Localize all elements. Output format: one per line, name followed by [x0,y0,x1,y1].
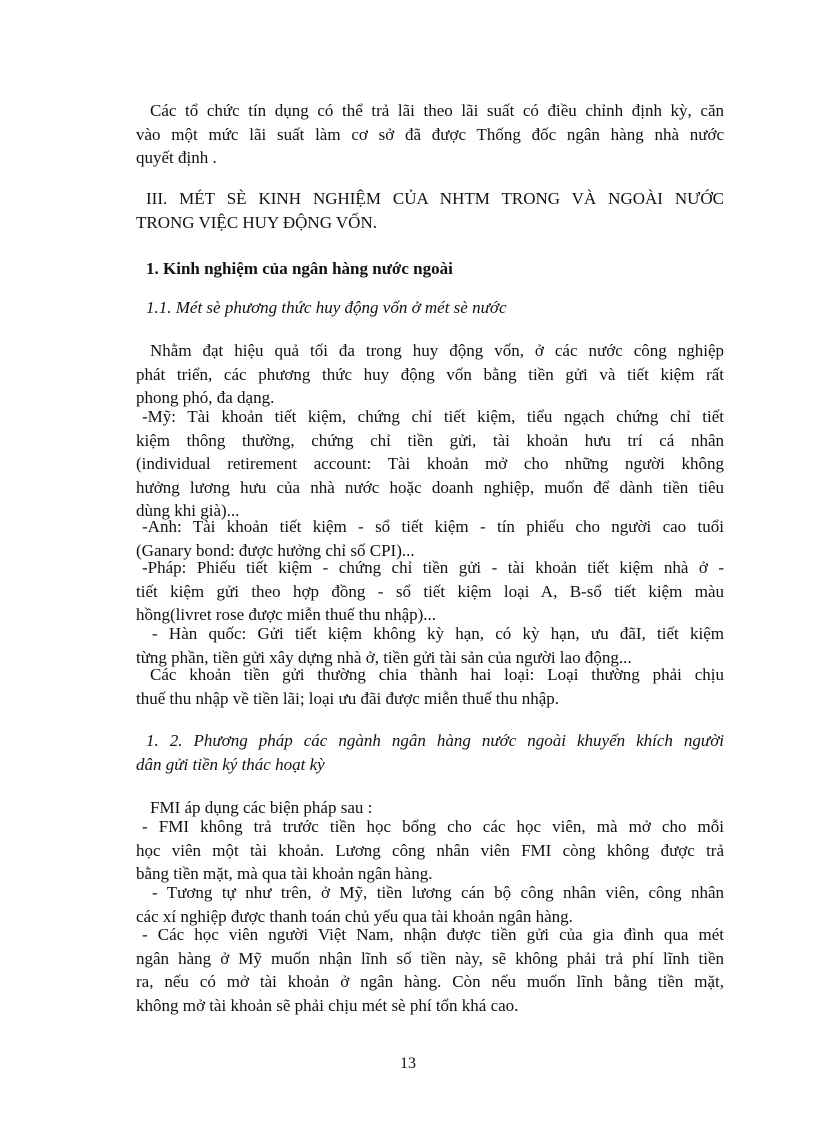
fmi-3-line-2: ngân hàng ở Mỹ muốn nhận lĩnh số tiền này, sẽ không phải trả phí lĩnh tiền [136,948,724,968]
intro-line-2: vào một mức lãi suất làm cơ sở đã được Thống đốc ngân hàng nhà nước [136,124,724,144]
han-quoc-line-2: từng phần, tiền gửi xây dựng nhà ở, tiền gửi tài sản của người lao động... [136,647,632,667]
anh-line-2: (Ganary bond: được hưởng chỉ số CPI)... [136,540,415,560]
phap-line-1: -Pháp: Phiếu tiết kiệm - chứng chỉ tiền gửi - tài khoản tiết kiệm nhà ở - [142,558,724,577]
fmi-2-line-2: các xí nghiệp được thanh toán chủ yếu qua tài khoản ngân hàng. [136,906,573,926]
fmi-1-line-1: - FMI không trả trước tiền học bổng cho các học viên, mà mở cho mỗi [142,817,724,836]
my-line-4: hưởng lương hưu của nhà nước hoặc doanh nghiệp, muốn để dành tiền tiêu [136,477,724,497]
paragraph-fmi-3 [136,923,724,1017]
fmi-3-line-1: - Các học viên người Việt Nam, nhận được tiền gửi của gia đình qua mét [142,925,724,944]
section-heading-line-1: III. MÉT SÈ KINH NGHIỆM CỦA NHTM TRONG VÀ NGOÀI NƯỚC [146,189,724,208]
deposit-types-line-1: Các khoản tiền gửi thường chia thành hai loại: Loại thường phải chịu [150,665,724,684]
paragraph-han-quoc [136,622,724,669]
deposit-types-line-2: thuế thu nhập về tiền lãi; loại ưu đãi được miễn thuế thu nhập. [136,688,560,708]
page-number: 13 [400,1055,416,1072]
anh-line-1: -Anh: Tài khoản tiết kiệm - sổ tiết kiệm - tín phiếu cho người cao tuổi [142,517,724,536]
subheading-1-1 [146,296,734,320]
overview-line-3: phong phó, đa dạng. [136,388,275,407]
subheading-1-2 [136,729,724,776]
fmi-2-line-1: - Tương tự như trên, ở Mỹ, tiền lương cán bộ công nhân viên, công nhân [152,883,724,902]
overview-line-2: phát triển, các phương thức huy động vốn bằng tiền gửi và tiết kiệm rất [136,364,724,384]
paragraph-overview [136,339,724,410]
fmi-3-line-3: ra, nếu có mở tài khoản ở ngân hàng. Còn nếu muốn lĩnh bằng tiền mặt, [136,972,724,991]
phap-line-3: hồng(livret rose được miễn thuế thu nhập)... [136,605,437,624]
my-line-2: kiệm thông thường, chứng chỉ tiền gửi, tài khoản hưu trí cá nhân [136,430,724,450]
my-line-5: dùng khi già)... [136,501,240,520]
fmi-intro-text: FMI áp dụng các biện pháp sau : [150,798,373,817]
subheading-1-text: 1. Kinh nghiệm của ngân hàng nước ngoài [146,259,453,278]
section-heading [136,187,724,234]
intro-paragraph [136,99,724,170]
fmi-1-line-2: học viên một tài khoản. Lương công nhân viên FMI còng không được trả [136,840,724,860]
subheading-1-2-line-2: dân gửi tiền ký thác hoạt kỳ [136,754,325,774]
subheading-1 [146,257,734,281]
fmi-1-line-3: bằng tiền mặt, mà qua tài khoản ngân hàng. [136,864,433,883]
paragraph-fmi-1 [136,815,724,886]
my-line-3: (individual retirement account: Tài khoản mở cho những người không [136,454,724,473]
paragraph-fmi-2 [136,881,724,928]
intro-line-3: quyết định . [136,148,217,167]
paragraph-my [136,405,724,523]
overview-line-1: Nhằm đạt hiệu quả tối đa trong huy động vốn, ở các nước công nghiệp [150,341,724,360]
phap-line-2: tiết kiệm gửi theo hợp đồng - sổ tiết kiệm loại A, B-sổ tiết kiệm màu [136,581,724,601]
subheading-1-2-line-1: 1. 2. Phương pháp các ngành ngân hàng nước ngoài khuyến khích người [146,731,724,750]
fmi-3-line-4: không mở tài khoản sẽ phải chịu mét sè phí tổn khá cao. [136,995,519,1015]
paragraph-phap [136,556,724,627]
subheading-1-1-text: 1.1. Mét sè phương thức huy động vốn ở mét sè nước [146,298,507,317]
paragraph-deposit-types [136,663,724,710]
paragraph-anh [136,515,724,562]
section-heading-line-2: TRONG VIỆC HUY ĐỘNG VỐN. [136,212,377,232]
my-line-1: -Mỹ: Tài khoản tiết kiệm, chứng chỉ tiết kiệm, tiểu ngạch chứng chỉ tiết [142,407,724,426]
intro-line-1: Các tổ chức tín dụng có thể trả lãi theo lãi suất có điều chỉnh định kỳ, căn [150,101,724,120]
han-quoc-line-1: - Hàn quốc: Gửi tiết kiệm không kỳ hạn, có kỳ hạn, ưu đãI, tiết kiệm [152,624,724,643]
